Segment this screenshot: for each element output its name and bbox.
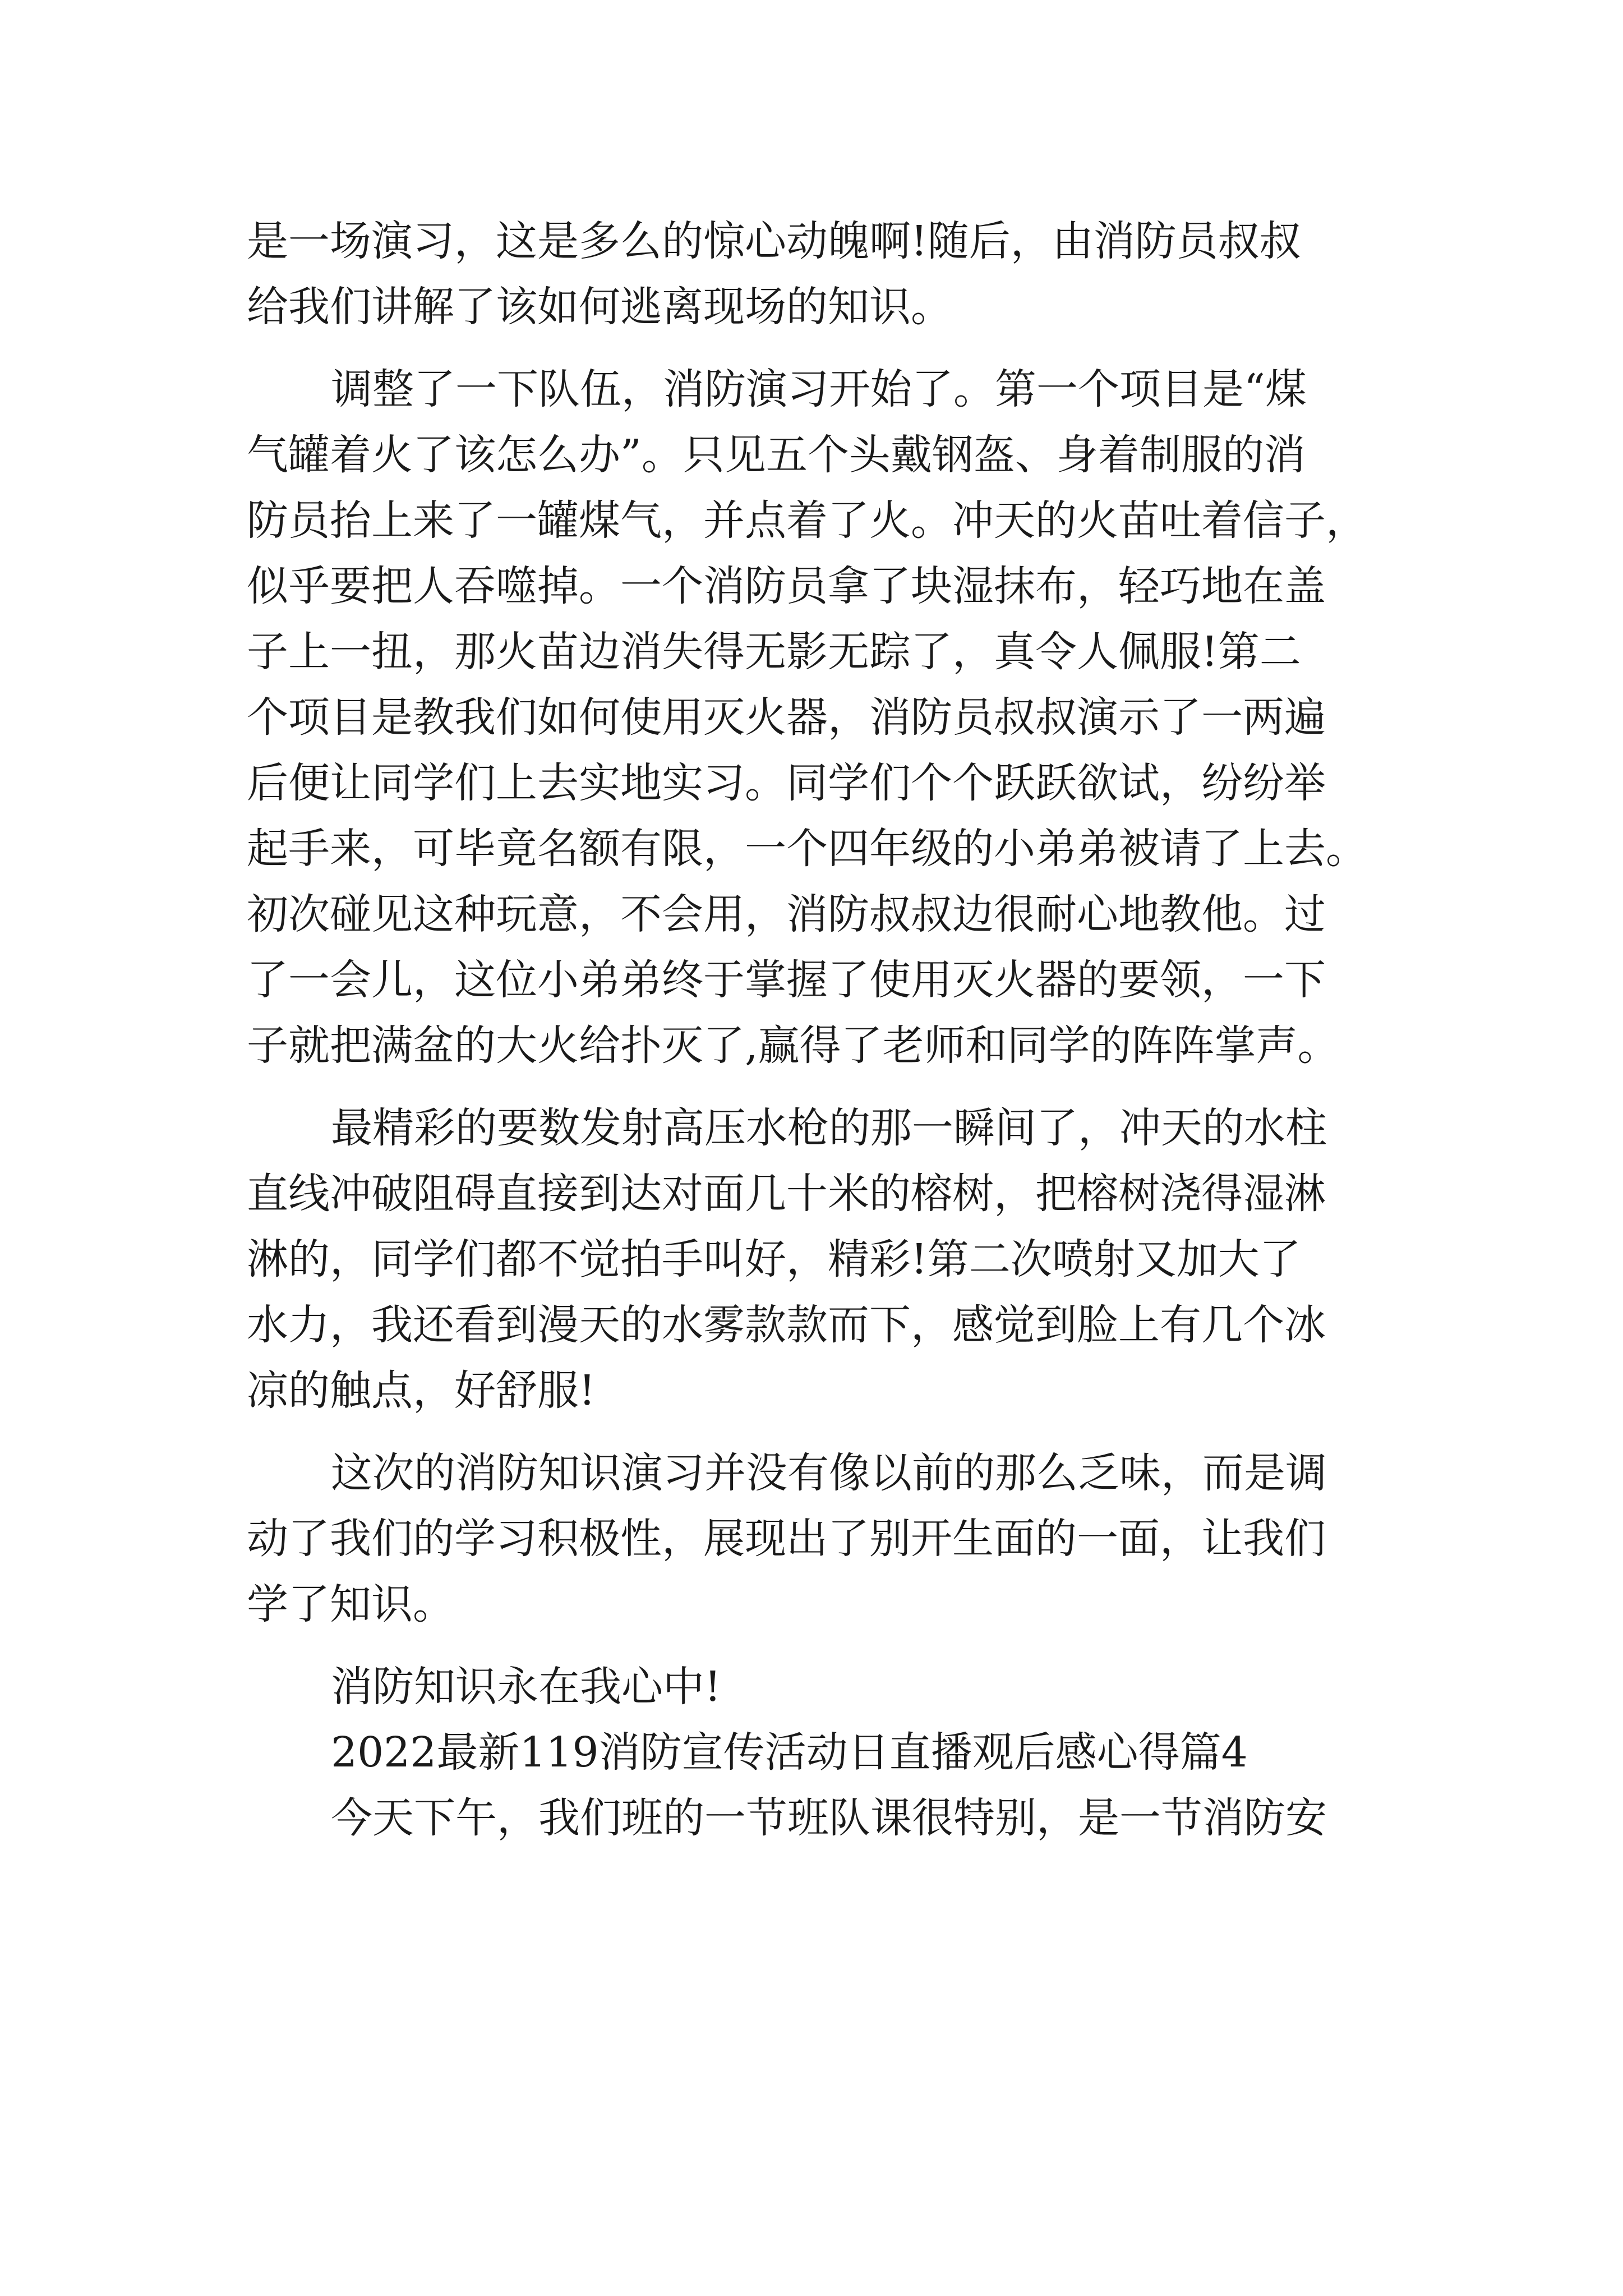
paragraph-3-line-1: 最精彩的要数发射高压水枪的那一瞬间了，冲天的水柱 <box>331 1104 1327 1152</box>
paragraph-2-line-1: 调整了一下队伍，消防演习开始了。第一个项目是“煤 <box>331 365 1307 413</box>
paragraph-3-line-3: 淋的，同学们都不觉拍手叫好，精彩!第二次喷射又加大了 <box>247 1235 1301 1283</box>
paragraph-2-line-9: 初次碰见这种玩意，不会用，消防叔叔边很耐心地教他。过 <box>247 890 1326 938</box>
paragraph-1-line-2: 给我们讲解了该如何逃离现场的知识。 <box>247 283 952 331</box>
paragraph-2-line-10: 了一会儿，这位小弟弟终于掌握了使用灭火器的要领，一下 <box>247 956 1326 1004</box>
paragraph-3-line-5: 凉的触点，好舒服! <box>247 1366 596 1415</box>
paragraph-2-line-4: 似乎要把人吞噬掉。一个消防员拿了块湿抹布，轻巧地在盖 <box>247 562 1326 610</box>
paragraph-2-line-6: 个项目是教我们如何使用灭火器，消防员叔叔演示了一两遍 <box>247 693 1326 742</box>
paragraph-2-line-7: 后便让同学们上去实地实习。同学们个个跃跃欲试，纷纷举 <box>247 759 1326 807</box>
paragraph-4-line-3: 学了知识。 <box>247 1580 454 1628</box>
paragraph-3-line-4: 水力，我还看到漫天的水雾款款而下，感觉到脸上有几个冰 <box>247 1301 1326 1349</box>
paragraph-7-line-1: 今天下午，我们班的一节班队课很特别，是一节消防安 <box>331 1794 1327 1842</box>
paragraph-2-line-3: 防员抬上来了一罐煤气，并点着了火。冲天的火苗吐着信子， <box>247 496 1367 545</box>
paragraph-5-line-1: 消防知识永在我心中! <box>331 1663 721 1711</box>
paragraph-4-line-1: 这次的消防知识演习并没有像以前的那么乏味，而是调 <box>331 1449 1327 1497</box>
section-heading: 2022最新119消防宣传活动日直播观后感心得篇4 <box>331 1728 1248 1777</box>
paragraph-1-line-1: 是一场演习，这是多么的惊心动魄啊!随后，由消防员叔叔 <box>247 217 1301 265</box>
paragraph-2-line-2: 气罐着火了该怎么办”。只见五个头戴钢盔、身着制服的消 <box>247 431 1306 479</box>
paragraph-2-line-11: 子就把满盆的大火给扑灭了,赢得了老师和同学的阵阵掌声。 <box>247 1022 1339 1070</box>
paragraph-4-line-2: 动了我们的学习积极性，展现出了别开生面的一面，让我们 <box>247 1515 1326 1563</box>
paragraph-2-line-8: 起手来，可毕竟名额有限，一个四年级的小弟弟被请了上去。 <box>247 825 1367 873</box>
document-body <box>247 209 1382 1851</box>
paragraph-3-line-2: 直线冲破阻碍直接到达对面几十米的榕树，把榕树浇得湿淋 <box>247 1170 1326 1218</box>
paragraph-2-line-5: 子上一扭，那火苗边消失得无影无踪了，真令人佩服!第二 <box>247 628 1301 676</box>
